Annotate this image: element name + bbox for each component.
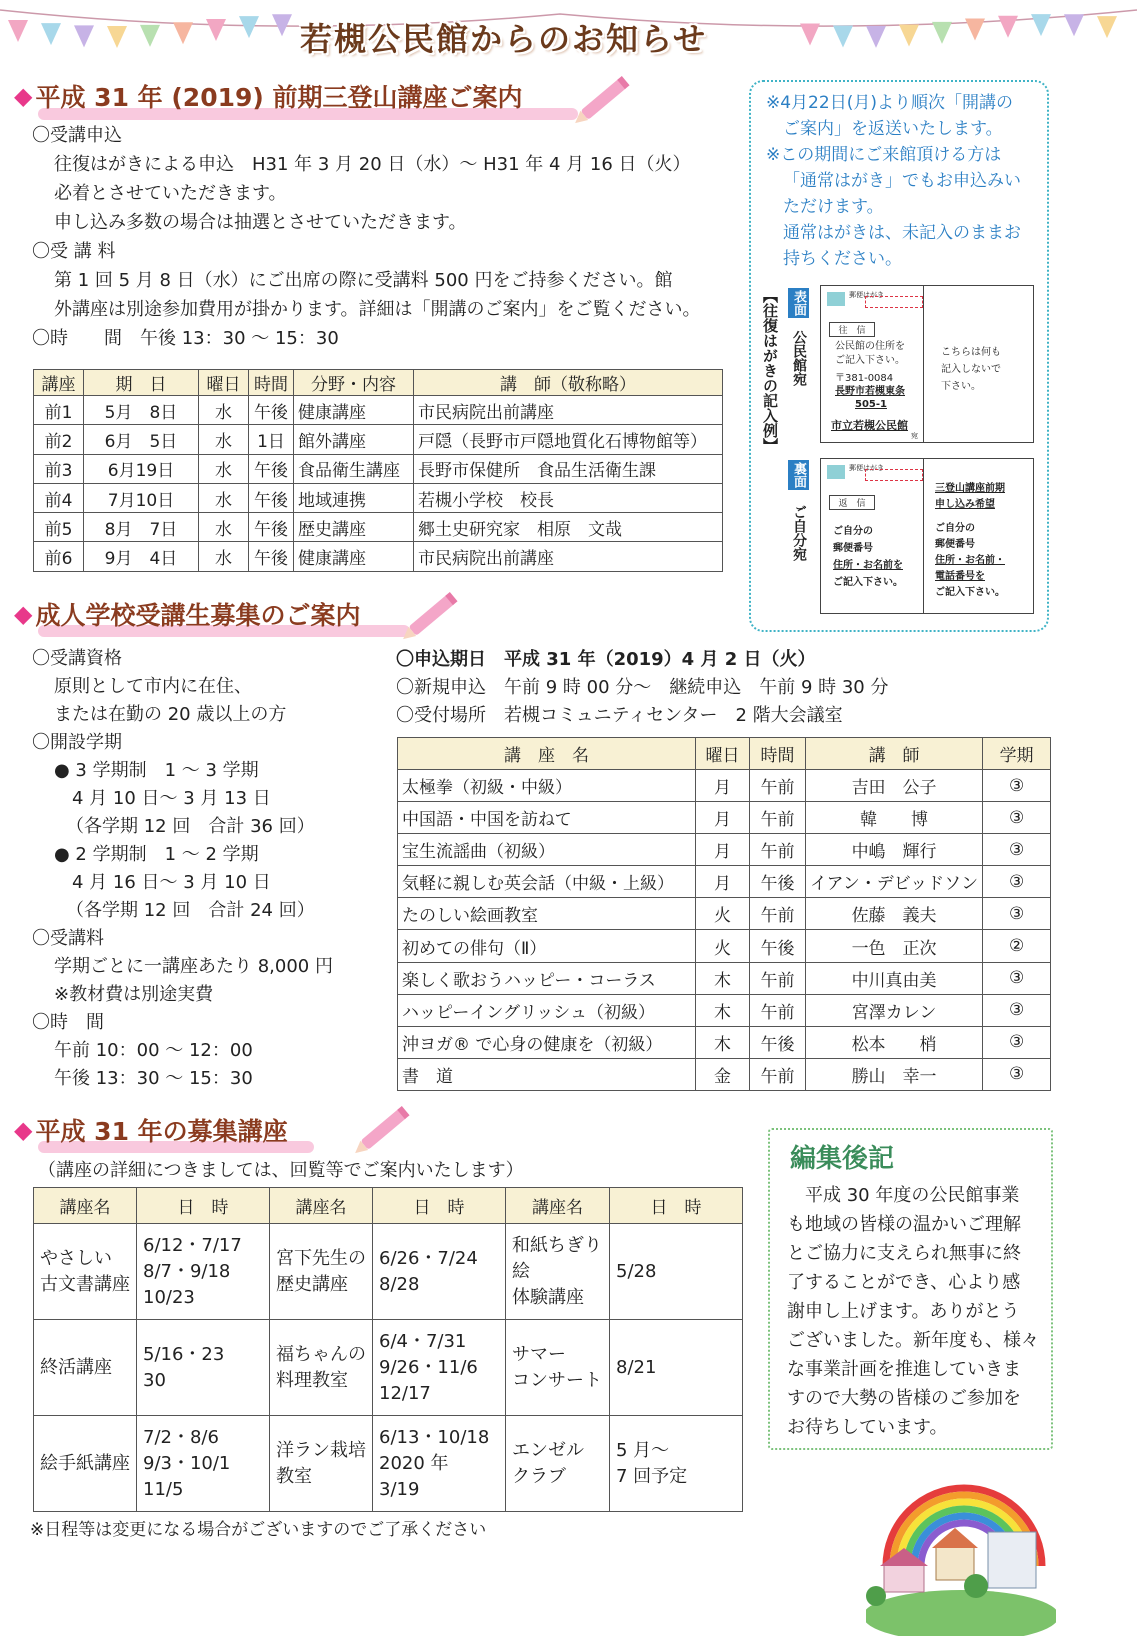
- sec2-right-line: 〇受付場所 若槻コミュニティセンター 2 階大会議室: [396, 705, 843, 726]
- bunting-flag: [866, 26, 886, 48]
- postcard-front: 郵便はがき 往 信 公民館の住所を ご記入下さい。 〒381-0084 長野市若槻東条 505-1 市立若槻公民館 宛 こちらは何も 記入しないで 下さい。: [820, 285, 1034, 443]
- table-cell: 5 月～ 7 回予定: [610, 1416, 743, 1512]
- table-cell: 宮澤カレン: [806, 994, 983, 1026]
- table-row: [398, 802, 1051, 834]
- sec2-line: ● 3 学期制 1 ～ 3 学期: [54, 760, 259, 781]
- sec2-line: 午前 10：00 ～ 12：00: [54, 1040, 253, 1061]
- table-header: 講 師（敬称略）: [414, 370, 723, 396]
- table-cell: 太極拳（初級・中級）: [398, 770, 696, 802]
- table-cell: 5/28: [610, 1224, 743, 1320]
- sec1-line: 往復はがきによる申込 H31 年 3 月 20 日（水）～ H31 年 4 月 16 日（火）: [54, 154, 691, 175]
- table-row: [398, 834, 1051, 866]
- front-tag: 表面: [788, 288, 809, 318]
- rainbow-town-illustration: [866, 1436, 1056, 1636]
- table-cell: 終活講座: [34, 1320, 137, 1416]
- table-cell: 8月 7日: [84, 513, 199, 542]
- table-cell: ③: [983, 770, 1051, 802]
- table-cell: 6/13・10/18 2020 年 3/19: [373, 1416, 506, 1512]
- section1-title: 平成 31 年 (2019) 前期三登山講座ご案内: [35, 83, 523, 112]
- bunting-flag: [932, 22, 952, 44]
- table-cell: 絵手紙講座: [34, 1416, 137, 1512]
- notice-line: ※4月22日(月)より順次「開講の: [766, 93, 1013, 113]
- table-header: 講座名: [270, 1188, 373, 1224]
- section2-title: 成人学校受講生募集のご案内: [35, 601, 361, 630]
- table-cell: ③: [983, 834, 1051, 866]
- table-cell: 健康講座: [294, 396, 414, 425]
- table-cell: 前1: [34, 396, 84, 425]
- bunting-flag: [833, 26, 853, 48]
- table-cell: 6/4・7/31 9/26・11/6 12/17: [373, 1320, 506, 1416]
- table-header: 時間: [750, 738, 806, 770]
- table-cell: 楽しく歌おうハッピー・コーラス: [398, 962, 696, 994]
- table-cell: 7/2・8/6 9/3・10/1 11/5: [137, 1416, 270, 1512]
- bunting-flag: [8, 20, 28, 42]
- table-cell: 水: [199, 454, 249, 483]
- table-cell: ③: [983, 898, 1051, 930]
- sec2-line: ● 2 学期制 1 ～ 2 学期: [54, 844, 259, 865]
- notice-line: ただけます。: [783, 197, 884, 217]
- sec2-right-line: 〇申込期日 平成 31 年（2019）4 月 2 日（火）: [396, 649, 816, 670]
- table-cell: 中嶋 輝行: [806, 834, 983, 866]
- table-cell: 気軽に親しむ英会話（中級・上級）: [398, 866, 696, 898]
- editor-line: ございました。新年度も、様々: [787, 1330, 1039, 1351]
- table-cell: 午後: [249, 513, 294, 542]
- table-cell: 午前: [750, 962, 806, 994]
- table-row: [34, 1416, 743, 1512]
- bunting-flag: [107, 26, 127, 48]
- table-row: [398, 1058, 1051, 1090]
- table-cell: 松本 梢: [806, 1026, 983, 1058]
- table-row: [34, 542, 723, 571]
- table-row: [34, 1224, 743, 1320]
- table-row: [398, 930, 1051, 962]
- table-cell: やさしい 古文書講座: [34, 1224, 137, 1320]
- table-row: [34, 1320, 743, 1416]
- editor-line: とご協力に支えられ無事に終: [787, 1243, 1021, 1264]
- table-header: 講 師: [806, 738, 983, 770]
- table-row: [398, 866, 1051, 898]
- table-cell: 勝山 幸一: [806, 1058, 983, 1090]
- table-header: 曜日: [696, 738, 750, 770]
- table-row: [398, 994, 1051, 1026]
- lecture-table: [33, 369, 723, 572]
- bunting-flag: [140, 25, 160, 47]
- table-cell: ③: [983, 1058, 1051, 1090]
- table-cell: 中川真由美: [806, 962, 983, 994]
- table-cell: 宮下先生の 歴史講座: [270, 1224, 373, 1320]
- table-cell: 市民病院出前講座: [414, 396, 723, 425]
- table-header: 講座名: [506, 1188, 610, 1224]
- notice-line: 「通常はがき」でもお申込みい: [783, 171, 1021, 191]
- table-cell: 健康講座: [294, 542, 414, 571]
- sec2-line: または在勤の 20 歳以上の方: [54, 704, 287, 725]
- table-cell: 金: [696, 1058, 750, 1090]
- notice-line: ご案内」を返送いたします。: [783, 119, 1003, 139]
- editor-line: な事業計画を推進していきま: [787, 1359, 1021, 1380]
- table-cell: 韓 博: [806, 802, 983, 834]
- table-row: [398, 962, 1051, 994]
- table-cell: 前5: [34, 513, 84, 542]
- table-cell: ③: [983, 802, 1051, 834]
- pencil-icon: [398, 586, 468, 642]
- table-cell: 午後: [249, 483, 294, 512]
- editor-line: お待ちしています。: [787, 1417, 948, 1438]
- recruit-table: [33, 1187, 743, 1512]
- sec1-line: 申し込み多数の場合は抽選とさせていただきます。: [54, 212, 467, 233]
- bunting-flag: [74, 25, 94, 47]
- table-cell: 月: [696, 834, 750, 866]
- table-cell: 午後: [750, 930, 806, 962]
- table-cell: 午前: [750, 802, 806, 834]
- back-tag: 裏面: [788, 460, 809, 490]
- bunting-flag: [899, 25, 919, 47]
- section3-heading: [14, 1112, 288, 1148]
- table-cell: 前2: [34, 425, 84, 454]
- bunting-flag: [1097, 16, 1117, 38]
- table-cell: 1日: [249, 425, 294, 454]
- editor-line: すので大勢の皆様のご参加を: [787, 1388, 1021, 1409]
- table-header: 時間: [249, 370, 294, 396]
- table-cell: 午後: [249, 454, 294, 483]
- notice-line: 通常はがきは、未記入のままお: [783, 223, 1021, 243]
- table-cell: 歴史講座: [294, 513, 414, 542]
- table-cell: 水: [199, 396, 249, 425]
- table-cell: 午前: [750, 770, 806, 802]
- stamp-icon: [827, 465, 845, 479]
- table-cell: 前4: [34, 483, 84, 512]
- table-header: 日 時: [137, 1188, 270, 1224]
- sec1-line: 〇受 講 料: [32, 241, 116, 262]
- table-cell: 月: [696, 802, 750, 834]
- table-cell: 午前: [750, 1058, 806, 1090]
- bunting-flag: [206, 19, 226, 41]
- notice-line: 持ちください。: [783, 249, 902, 269]
- table-cell: 月: [696, 770, 750, 802]
- section2-heading: [14, 596, 360, 632]
- table-cell: 前6: [34, 542, 84, 571]
- sec2-line: 〇時 間: [32, 1012, 104, 1033]
- bunting-flag: [965, 19, 985, 41]
- table-cell: 若槻小学校 校長: [414, 483, 723, 512]
- notice-line: ※この期間にご来館頂ける方は: [766, 145, 1002, 165]
- table-header: 分野・内容: [294, 370, 414, 396]
- sec2-line: 4 月 16 日～ 3 月 10 日: [72, 872, 271, 893]
- sec2-line: （各学期 12 回 合計 36 回）: [66, 816, 315, 837]
- table-cell: 沖ヨガ® で心身の健康を（初級）: [398, 1026, 696, 1058]
- table-cell: 8/21: [610, 1320, 743, 1416]
- sec2-line: ※教材費は別途実費: [54, 984, 214, 1005]
- front-dest: 公民館宛: [791, 330, 807, 386]
- table-cell: 5/16・23 30: [137, 1320, 270, 1416]
- editor-line: も地域の皆様の温かいご理解: [787, 1214, 1021, 1235]
- table-header: 日 時: [373, 1188, 506, 1224]
- table-cell: 水: [199, 542, 249, 571]
- sec2-line: 〇開設学期: [32, 732, 122, 753]
- table-header: 講 座 名: [398, 738, 696, 770]
- editor-line: 謝申し上げます。ありがとう: [787, 1301, 1020, 1322]
- adult-school-table: [397, 737, 1051, 1091]
- diamond-icon: ◆: [14, 1116, 33, 1144]
- table-cell: 午後: [249, 396, 294, 425]
- pencil-icon: [350, 1100, 420, 1156]
- table-cell: 午前: [750, 898, 806, 930]
- table-cell: 食品衛生講座: [294, 454, 414, 483]
- sec2-line: 〇受講資格: [32, 648, 122, 669]
- diamond-icon: ◆: [14, 600, 33, 628]
- sec1-line: 〇時 間 午後 13：30 ～ 15：30: [32, 328, 339, 349]
- table-cell: 7月10日: [84, 483, 199, 512]
- pencil-icon: [570, 70, 640, 126]
- table-cell: 木: [696, 962, 750, 994]
- table-cell: 水: [199, 425, 249, 454]
- sec2-line: 原則として市内に在住、: [54, 676, 252, 697]
- table-cell: 郷土史研究家 相原 文哉: [414, 513, 723, 542]
- table-cell: 洋ラン栽培 教室: [270, 1416, 373, 1512]
- bunting-flag: [800, 24, 820, 46]
- section1-heading: [14, 78, 523, 114]
- table-cell: 水: [199, 483, 249, 512]
- sec1-line: 必着とさせていただきます。: [54, 183, 287, 204]
- table-row: [398, 1026, 1051, 1058]
- table-cell: 6/12・7/17 8/7・9/18 10/23: [137, 1224, 270, 1320]
- back-dest: ご自分宛: [791, 505, 807, 561]
- sec2-line: 4 月 10 日～ 3 月 13 日: [72, 788, 271, 809]
- table-cell: 午後: [249, 542, 294, 571]
- table-header: 日 時: [610, 1188, 743, 1224]
- bunting-flag: [41, 23, 61, 45]
- table-cell: 月: [696, 866, 750, 898]
- table-cell: ハッピーイングリッシュ（初級）: [398, 994, 696, 1026]
- table-cell: エンゼル クラブ: [506, 1416, 610, 1512]
- table-cell: ③: [983, 962, 1051, 994]
- sec2-line: 午後 13：30 ～ 15：30: [54, 1068, 253, 1089]
- table-cell: ③: [983, 1026, 1051, 1058]
- postal-boxes: [865, 296, 923, 308]
- postal-boxes: [865, 469, 923, 481]
- table-cell: たのしい絵画教室: [398, 898, 696, 930]
- table-header: 期 日: [84, 370, 199, 396]
- page-title: 若槻公民館からのお知らせ: [300, 20, 708, 58]
- table-cell: 9月 4日: [84, 542, 199, 571]
- notice-text: [766, 90, 1021, 272]
- table-cell: 長野市保健所 食品生活衛生課: [414, 454, 723, 483]
- editor-text: [787, 1181, 1039, 1442]
- table-cell: 地域連携: [294, 483, 414, 512]
- table-header: 曜日: [199, 370, 249, 396]
- table-cell: イアン・デビッドソン: [806, 866, 983, 898]
- example-label: 【往復はがきの記入例】: [761, 288, 779, 453]
- editor-line: 了することができ、心より感: [787, 1272, 1021, 1293]
- table-row: [34, 513, 723, 542]
- table-cell: 午前: [750, 834, 806, 866]
- bunting-flag: [998, 16, 1018, 38]
- bunting-flag: [239, 16, 259, 38]
- table-cell: 火: [696, 930, 750, 962]
- table-cell: 初めての俳句（Ⅱ）: [398, 930, 696, 962]
- sec2-line: 〇受講料: [32, 928, 104, 949]
- sec1-line: 外講座は別途参加費用が掛かります。詳細は「開講のご案内」をご覧ください。: [54, 299, 701, 320]
- bunting-flag: [1031, 14, 1051, 36]
- table-cell: 戸隠（長野市戸隠地質化石博物館等）: [414, 425, 723, 454]
- table-cell: 書 道: [398, 1058, 696, 1090]
- table-cell: 火: [696, 898, 750, 930]
- table-row: [34, 454, 723, 483]
- postcard-back: 郵便はがき 返 信 ご自分の 郵便番号 住所・お名前を ご記入下さい。 三登山講座前期 申し込み希望 ご自分の 郵便番号 住所・お名前・ 電話番号を ご記入下さい。: [820, 458, 1034, 614]
- sec1-line: 第 1 回 5 月 8 日（水）にご出席の際に受講料 500 円をご持参ください。館: [54, 270, 673, 291]
- table-cell: 吉田 公子: [806, 770, 983, 802]
- table-cell: 木: [696, 1026, 750, 1058]
- table-row: [34, 396, 723, 425]
- table-cell: 佐藤 義夫: [806, 898, 983, 930]
- table-row: [398, 898, 1051, 930]
- editor-line: 平成 30 年度の公民館事業: [787, 1185, 1020, 1206]
- bunting-flag: [173, 22, 193, 44]
- bunting-flag: [1064, 14, 1084, 36]
- table-cell: 一色 正次: [806, 930, 983, 962]
- table-row: [34, 425, 723, 454]
- table-cell: 午前: [750, 994, 806, 1026]
- table-cell: 5月 8日: [84, 396, 199, 425]
- table-cell: 市民病院出前講座: [414, 542, 723, 571]
- table-cell: 午後: [750, 1026, 806, 1058]
- section3-title: 平成 31 年の募集講座: [35, 1117, 288, 1146]
- table-row: [398, 770, 1051, 802]
- table-cell: ③: [983, 994, 1051, 1026]
- table-header: 講座: [34, 370, 84, 396]
- table-cell: ③: [983, 866, 1051, 898]
- table-header: 講座名: [34, 1188, 137, 1224]
- table-cell: 宝生流謡曲（初級）: [398, 834, 696, 866]
- table-cell: 午後: [750, 866, 806, 898]
- sec3-footnote: ※日程等は変更になる場合がございますのでご了承ください: [30, 1520, 487, 1540]
- table-cell: 6/26・7/24 8/28: [373, 1224, 506, 1320]
- sec2-right-line: 〇新規申込 午前 9 時 00 分～ 継続申込 午前 9 時 30 分: [396, 677, 889, 698]
- sec2-line: 学期ごとに一講座あたり 8,000 円: [54, 956, 333, 977]
- table-cell: サマー コンサート: [506, 1320, 610, 1416]
- sec1-line: 〇受講申込: [32, 125, 122, 146]
- editor-title: 編集後記: [790, 1144, 895, 1174]
- table-row: [34, 483, 723, 512]
- table-cell: 館外講座: [294, 425, 414, 454]
- diamond-icon: ◆: [14, 82, 33, 110]
- table-cell: 前3: [34, 454, 84, 483]
- table-cell: 水: [199, 513, 249, 542]
- sec2-line: （各学期 12 回 合計 24 回）: [66, 900, 315, 921]
- sec3-subtitle: （講座の詳細につきましては、回覧等でご案内いたします）: [38, 1160, 524, 1181]
- table-cell: 6月 5日: [84, 425, 199, 454]
- table-cell: 木: [696, 994, 750, 1026]
- table-cell: ②: [983, 930, 1051, 962]
- table-header: 学期: [983, 738, 1051, 770]
- table-cell: 福ちゃんの 料理教室: [270, 1320, 373, 1416]
- table-cell: 6月19日: [84, 454, 199, 483]
- table-cell: 和紙ちぎり絵 体験講座: [506, 1224, 610, 1320]
- table-cell: 中国語・中国を訪ねて: [398, 802, 696, 834]
- stamp-icon: [827, 292, 845, 306]
